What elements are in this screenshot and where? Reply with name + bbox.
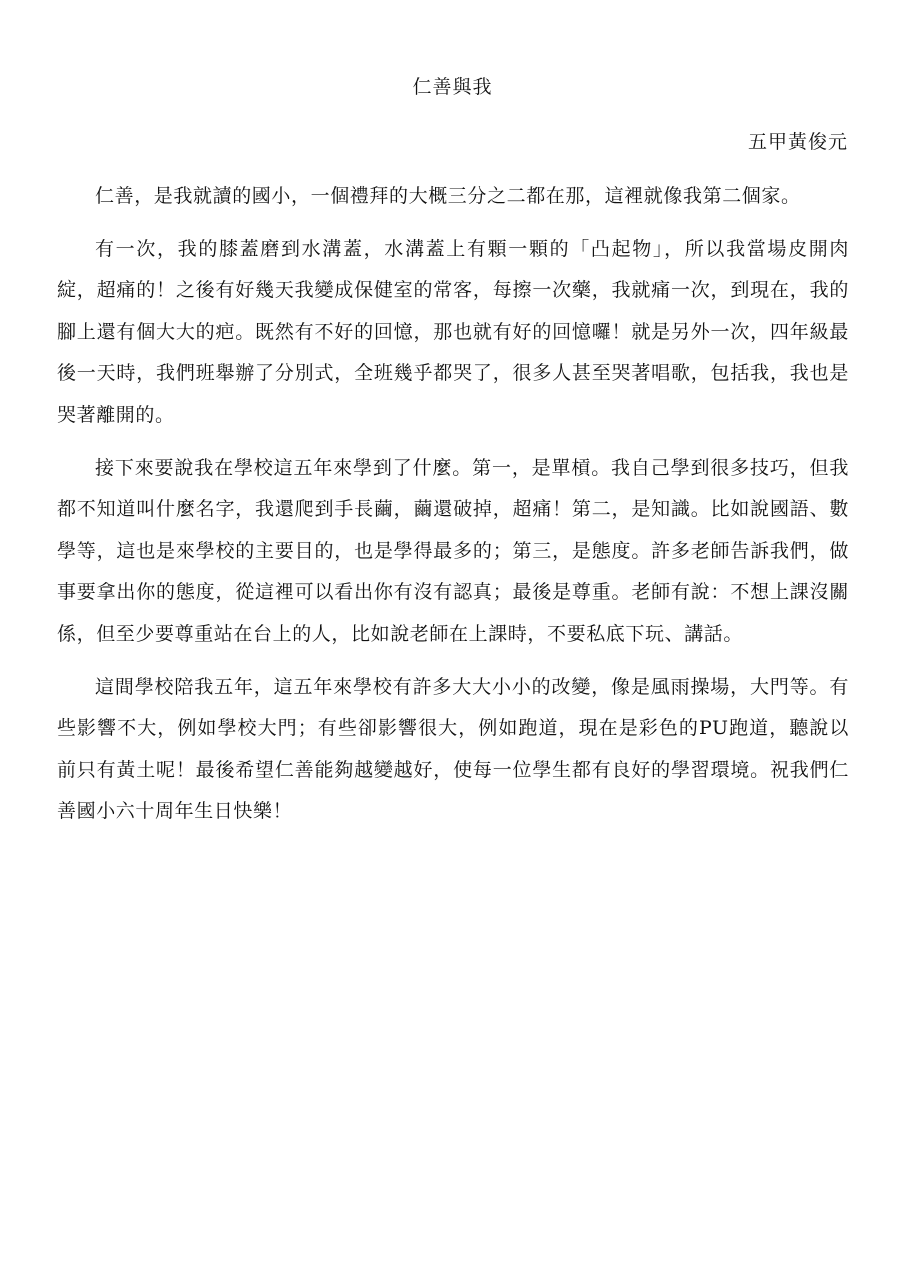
- paragraph: 這間學校陪我五年，這五年來學校有許多大大小小的改變，像是風雨操場，大門等。有些影響不大，例如學校大門；有些卻影響很大，例如跑道，現在是彩色的PU跑道，聽說以前只有黃土呢！最後希望仁善能夠越變越好，使每一位學生都有良好的學習環境。祝我們仁善國小六十周年生日快樂！: [57, 675, 849, 823]
- paragraph: 仁善，是我就讀的國小，一個禮拜的大概三分之二都在那，這裡就像我第二個家。: [95, 185, 801, 207]
- paragraph: 接下來要說我在學校這五年來學到了什麼。第一，是單槓。我自己學到很多技巧，但我都不知道叫什麼名字，我還爬到手長繭，繭還破掉，超痛！第二，是知識。比如說國語、數學等，這也是來學校的主要目的，也是學得最多的；第三，是態度。許多老師告訴我們，做事要拿出你的態度，從這裡可以看出你有沒有認真；最後是尊重。老師有說：不想上課沒關係，但至少要尊重站在台上的人，比如說老師在上課時，不要私底下玩、講話。: [57, 456, 849, 645]
- document-author: 五甲黃俊元: [747, 131, 848, 153]
- document-body: [57, 176, 849, 833]
- paragraph: 有一次，我的膝蓋磨到水溝蓋，水溝蓋上有顆一顆的「凸起物」，所以我當場皮開肉綻，超痛的！之後有好幾天我變成保健室的常客，每擦一次藥，我就痛一次，到現在，我的腳上還有個大大的疤。既然有不好的回憶，那也就有好的回憶囉！就是另外一次，四年級最後一天時，我們班舉辦了分別式，全班幾乎都哭了，很多人甚至哭著唱歌，包括我，我也是哭著離開的。: [57, 237, 849, 426]
- document-title: 仁善與我: [412, 76, 493, 98]
